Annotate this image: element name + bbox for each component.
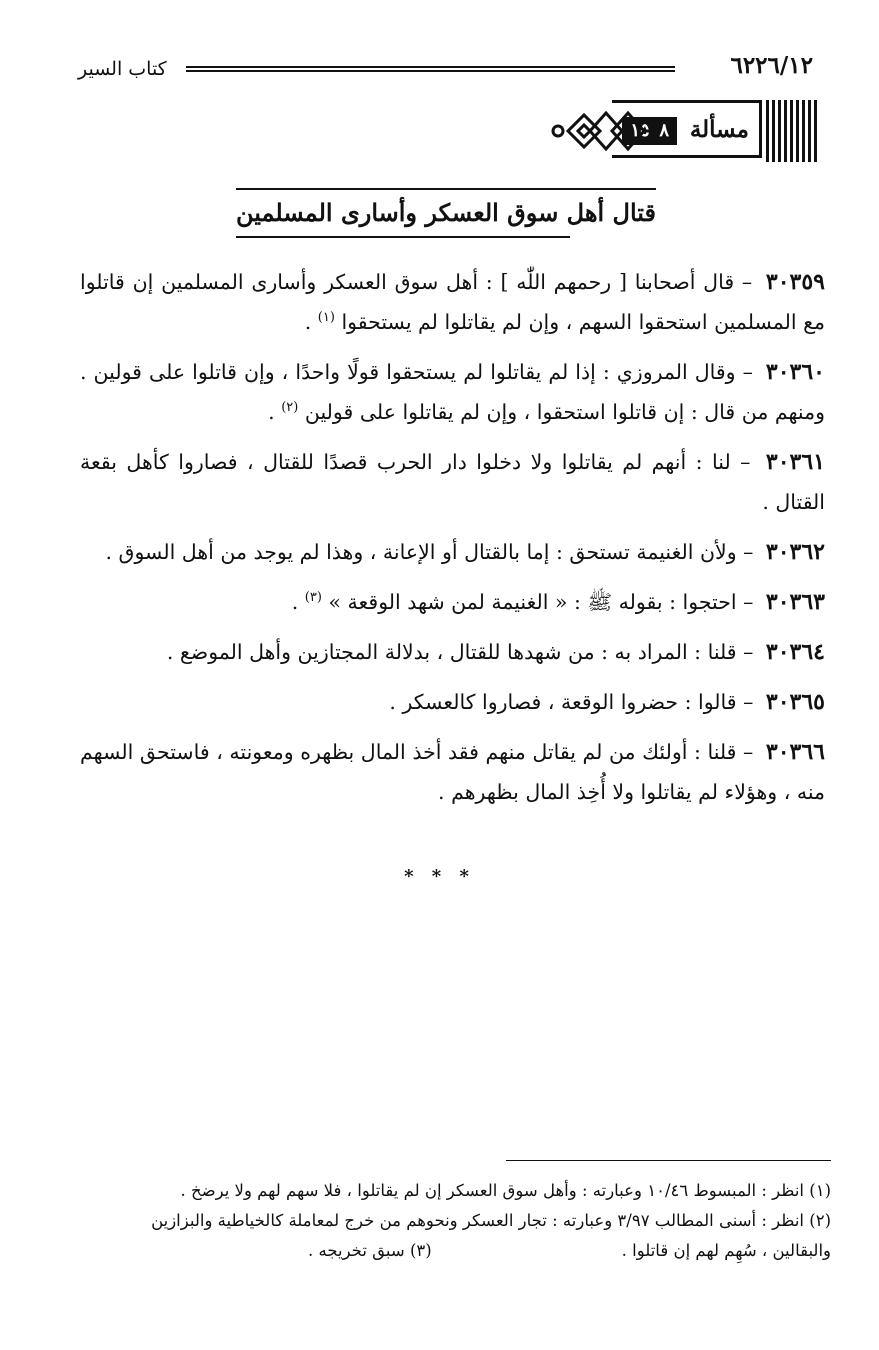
masala-label: مسألة [689, 116, 749, 143]
paragraph-text: – وقال المروزي : إذا لم يقاتلوا لم يستحقوا قولًا واحدًا ، وإن قاتلوا على قولين . ومنهم من قال : إن قاتلوا استحقوا ، وإن لم يقاتلوا على قولين [80, 360, 825, 424]
paragraph [80, 632, 825, 672]
paragraph [80, 582, 825, 622]
paragraph-text: – لنا : أنهم لم يقاتلوا ولا دخلوا دار الحرب قصدًا للقتال ، فصاروا كأهل بقعة القتال . [80, 450, 825, 514]
footnote-line [82, 1236, 831, 1266]
footnotes [82, 1176, 831, 1266]
chapter-title: قتال أهل سوق العسكر وأسارى المسلمين [236, 198, 656, 227]
footnote-ref: (١) [317, 310, 335, 326]
book-title: كتاب السير [78, 58, 167, 80]
header-rule [186, 66, 675, 72]
paragraph [80, 352, 825, 432]
paragraph-number: ٣٠٣٦٣ [765, 589, 825, 615]
paragraph-number: ٣٠٣٦١ [765, 449, 825, 475]
chapter-title-block [236, 188, 656, 238]
paragraph-end: . [268, 400, 275, 424]
paragraph-number: ٣٠٣٦٦ [765, 739, 825, 765]
paragraph-number: ٣٠٣٦٤ [765, 639, 825, 665]
paragraph-number: ٣٠٣٦٠ [765, 359, 825, 385]
paragraph [80, 262, 825, 342]
body-text [80, 262, 825, 822]
paragraph-end: . [291, 590, 299, 614]
paragraph-number: ٣٠٣٥٩ [765, 269, 825, 295]
paragraph-number: ٣٠٣٦٢ [765, 539, 825, 565]
masala-banner [548, 100, 818, 162]
footnote-2-continuation: والبقالين ، سُهِم لهم إن قاتلوا . [621, 1241, 831, 1260]
footnote-ref: (٣) [304, 590, 322, 606]
paragraph-text: – قلنا : المراد به : من شهدها للقتال ، بدلالة المجتازين وأهل الموضع . [166, 640, 754, 664]
footnote-ref: (٢) [281, 400, 299, 416]
paragraph [80, 732, 825, 812]
paragraph-text: – قال أصحابنا [ رحمهم اللّٰه ] : أهل سوق العسكر وأسارى المسلمين إن قاتلوا مع المسلمين استحقوا السهم ، وإن لم يقاتلوا لم يستحقوا [80, 270, 825, 334]
paragraph-number: ٣٠٣٦٥ [765, 689, 825, 715]
running-header [78, 52, 813, 88]
paragraph [80, 442, 825, 522]
paragraph-end: . [304, 310, 312, 334]
banner-stripes [766, 100, 818, 162]
paragraph-text: – قلنا : أولئك من لم يقاتل منهم فقد أخذ المال بظهره ومعونته ، فاستحق السهم منه ، وهؤلاء لم يقاتلوا ولا أُخِذ المال بظهرهم . [80, 740, 825, 804]
paragraph-text: – ولأن الغنيمة تستحق : إما بالقتال أو الإعانة ، وهذا لم يوجد من أهل السوق . [105, 540, 754, 564]
title-rule-bottom [236, 236, 570, 238]
page-number: ٦٢٢٦/١٢ [730, 52, 813, 79]
footnote-rule [506, 1160, 831, 1161]
footnote-1: (١) انظر : المبسوط ١٠/٤٦ وعبارته : وأهل سوق العسكر إن لم يقاتلوا ، فلا سهم لهم ولا يرضخ . [180, 1181, 831, 1200]
paragraph-text: – قالوا : حضروا الوقعة ، فصاروا كالعسكر . [389, 690, 754, 714]
paragraph [80, 682, 825, 722]
ornament-icon [548, 100, 658, 162]
masala-number: ١٥٠٨ [622, 117, 677, 145]
section-separator: * * * [404, 866, 475, 887]
paragraph [80, 532, 825, 572]
footnote-2: (٢) انظر : أسنى المطالب ٣/٩٧ وعبارته : تجار العسكر ونحوهم من خرج لمعاملة كالخياطية والبزازين [151, 1211, 831, 1230]
paragraph-text: – احتجوا : بقوله ﷺ : « الغنيمة لمن شهد الوقعة » [328, 590, 754, 614]
footnote-3: (٣) سبق تخريجه . [308, 1241, 432, 1260]
